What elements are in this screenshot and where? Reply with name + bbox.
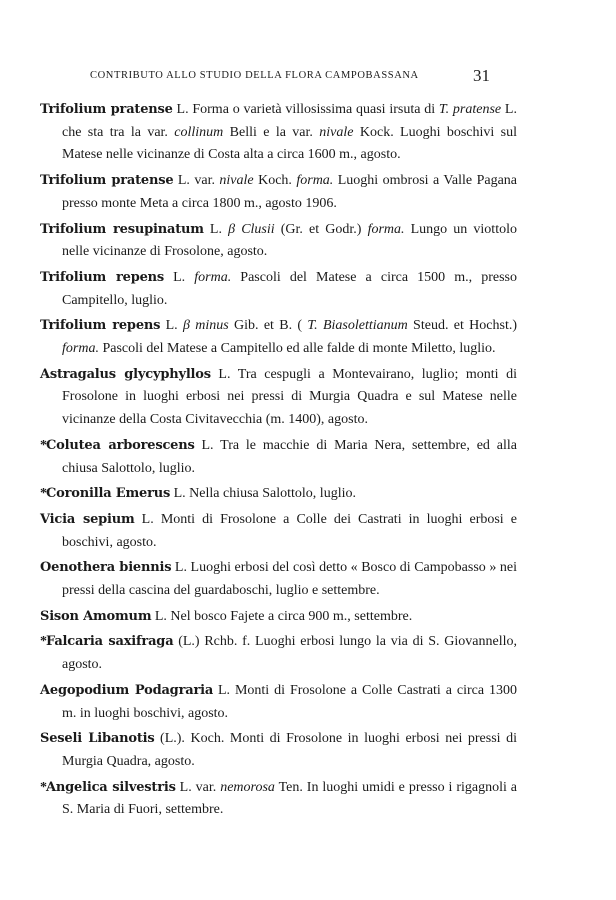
species-name: Falcaria saxifraga bbox=[46, 634, 174, 650]
species-entry bbox=[40, 777, 517, 822]
species-name: Angelica silvestris bbox=[46, 779, 176, 795]
entry-text: L. Forma o varietà villosissima quasi irsuta di bbox=[172, 102, 439, 117]
entry-text: L. Monti di Frosolone a Colle Castrati a circa 1300 m. in luoghi boschivi, agosto. bbox=[62, 682, 518, 721]
species-name: Trifolium pratense bbox=[40, 102, 173, 117]
italic-text: forma. bbox=[296, 173, 334, 189]
asterisk-mark: * bbox=[40, 486, 47, 502]
entry-text: L. che sta tra la var. bbox=[62, 102, 517, 140]
entry-text: (L.). Koch. Monti di Frosolone in luoghi erbosi nei pressi di Murgia Quadra, agosto. bbox=[62, 731, 517, 769]
species-entry bbox=[40, 315, 517, 360]
species-entry bbox=[40, 509, 517, 554]
entry-text: Luoghi ombrosi a Valle Pagana presso monte Meta a circa 1800 m., agosto 1906. bbox=[62, 173, 518, 211]
species-entry bbox=[40, 606, 517, 629]
italic-text: forma. bbox=[367, 221, 405, 237]
italic-text: T. Biasolettianum bbox=[307, 318, 408, 334]
italic-text: forma. bbox=[194, 269, 232, 285]
entry-text: Pascoli del Matese a circa 1500 m., presso Campitello, luglio. bbox=[62, 269, 517, 308]
entry-text: Koch. bbox=[253, 173, 297, 189]
entry-text: Ten. In luoghi umidi e presso i rigagnoli a S. Maria di Fuori, settembre. bbox=[62, 779, 518, 818]
entry-text: Kock. Luoghi boschivi sul Matese nelle vicinanze di Costa alta a circa 1600 m., agosto. bbox=[62, 124, 518, 163]
entry-text: L. bbox=[164, 269, 195, 285]
species-name: Oenothera biennis bbox=[40, 560, 172, 576]
italic-text: T. pratense bbox=[438, 102, 502, 117]
species-list bbox=[40, 99, 517, 825]
species-entry bbox=[40, 170, 517, 215]
species-name: Trifolium repens bbox=[40, 269, 165, 285]
species-entry bbox=[40, 435, 517, 480]
species-entry bbox=[40, 557, 517, 602]
running-header bbox=[0, 66, 616, 88]
species-name: Seseli Libanotis bbox=[40, 731, 155, 747]
italic-text: collinum bbox=[174, 124, 224, 140]
species-entry bbox=[40, 99, 517, 167]
entry-text: (L.) Rchb. f. Luoghi erbosi lungo la via di S. Giovannello, agosto. bbox=[62, 634, 517, 673]
entry-text: L. var. bbox=[175, 779, 221, 795]
asterisk-mark: * bbox=[40, 437, 47, 453]
entry-text: L. Nella chiusa Salottolo, luglio. bbox=[170, 486, 356, 502]
italic-text: β minus bbox=[182, 318, 229, 334]
entry-text: Gib. et B. ( bbox=[228, 318, 308, 334]
entry-text: Lungo un viottolo nelle vicinanze di Frosolone, agosto. bbox=[62, 221, 517, 260]
italic-text: nivale bbox=[319, 124, 354, 140]
entry-text: L. Tra cespugli a Montevairano, luglio; monti di Frosolone in luoghi erbosi nei pressi di Murgia Quadra e sul Matese nelle vicinanze della Costa Civitavecchia (m. 1400), agosto. bbox=[62, 366, 517, 428]
species-name: Coronilla Emerus bbox=[46, 486, 171, 502]
italic-text: nemorosa bbox=[220, 779, 275, 795]
entry-text: Steud. et Hochst.) bbox=[407, 318, 517, 334]
italic-text: β Clusii bbox=[228, 221, 275, 237]
page-number: 31 bbox=[473, 66, 490, 85]
species-name: Aegopodium Podagraria bbox=[40, 682, 214, 698]
species-entry bbox=[40, 728, 517, 773]
species-entry bbox=[40, 267, 517, 312]
species-entry bbox=[40, 680, 517, 725]
species-name: Astragalus glycyphyllos bbox=[40, 366, 211, 382]
entry-text: Belli e la var. bbox=[223, 124, 320, 140]
entry-text: L. bbox=[203, 221, 229, 237]
species-entry bbox=[40, 483, 517, 506]
entry-text: (Gr. et Godr.) bbox=[274, 221, 368, 237]
species-name: Vicia sepium bbox=[40, 511, 135, 527]
entry-text: L. Luoghi erbosi del così detto « Bosco di Campobasso » nei pressi della cascina del guardaboschi, luglio e settembre. bbox=[62, 560, 517, 599]
species-entry bbox=[40, 364, 517, 432]
species-name: Trifolium pratense bbox=[40, 173, 174, 189]
italic-text: forma. bbox=[62, 341, 99, 357]
entry-text: L. var. bbox=[173, 173, 220, 189]
species-name: Trifolium repens bbox=[40, 318, 161, 334]
entry-text: L. Monti di Frosolone a Colle dei Castrati in luoghi erbosi e boschivi, agosto. bbox=[62, 511, 517, 550]
species-name: Colutea arborescens bbox=[46, 437, 195, 453]
entry-text: L. bbox=[160, 318, 183, 334]
asterisk-mark: * bbox=[40, 779, 47, 795]
asterisk-mark: * bbox=[40, 634, 47, 650]
species-entry bbox=[40, 219, 517, 264]
entry-text: L. Tra le macchie di Maria Nera, settembre, ed alla chiusa Salottolo, luglio. bbox=[62, 437, 517, 476]
entry-text: Pascoli del Matese a Campitello ed alle falde di monte Miletto, luglio. bbox=[98, 341, 496, 357]
species-name: Sison Amomum bbox=[40, 608, 152, 624]
italic-text: nivale bbox=[219, 173, 254, 189]
entry-text: L. Nel bosco Fajete a circa 900 m., settembre. bbox=[151, 608, 413, 624]
species-name: Trifolium resupinatum bbox=[40, 221, 204, 237]
running-title: CONTRIBUTO ALLO STUDIO DELLA FLORA CAMPOBASSANA bbox=[90, 70, 419, 81]
species-entry bbox=[40, 631, 517, 676]
